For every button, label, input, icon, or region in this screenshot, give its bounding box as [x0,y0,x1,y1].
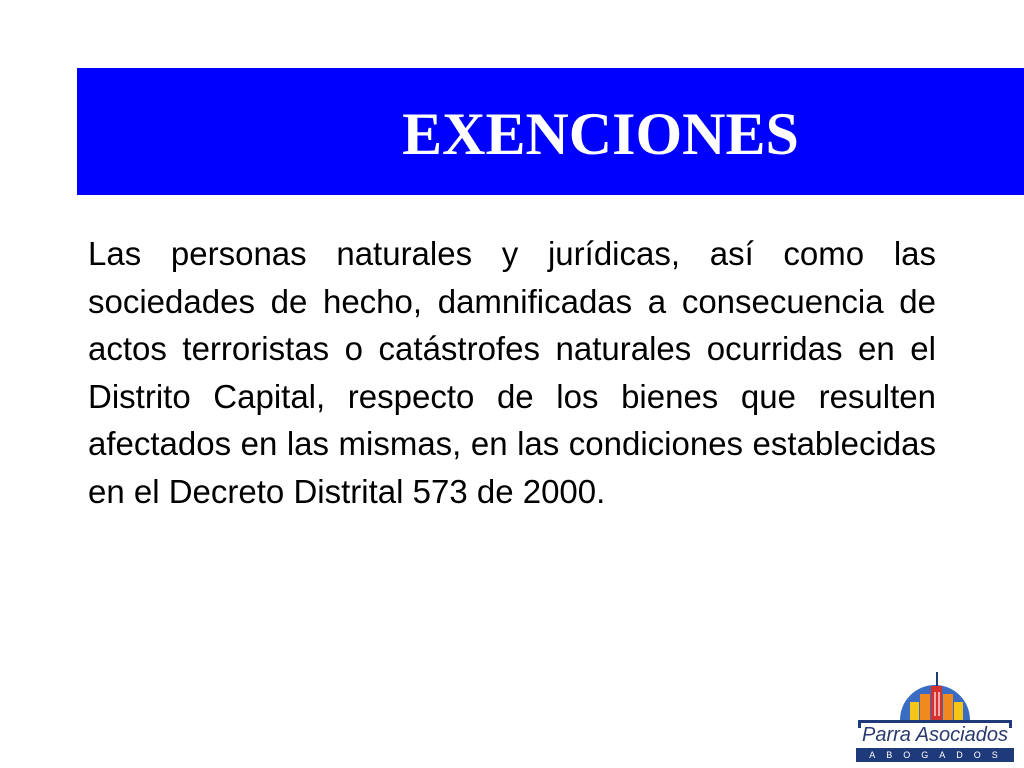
logo-company-name: Parra Asociados [862,724,1008,746]
title-banner [77,68,1024,195]
slide-title: EXENCIONES [402,101,799,167]
company-logo [852,668,1018,768]
slide-body-text: Las personas naturales y jurídicas, así como las sociedades de hecho, damnificadas a consecuencia de actos terroristas o catástrofes naturales ocurridas en el Distrito Capital, respecto de los bienes que resulten afectados en las mismas, en las condiciones establecidas en el Decreto Distrital 573 de 2000. [88,235,936,510]
logo-emblem-icon [852,668,1018,728]
logo-subtitle: ABOGADOS [856,748,1014,762]
